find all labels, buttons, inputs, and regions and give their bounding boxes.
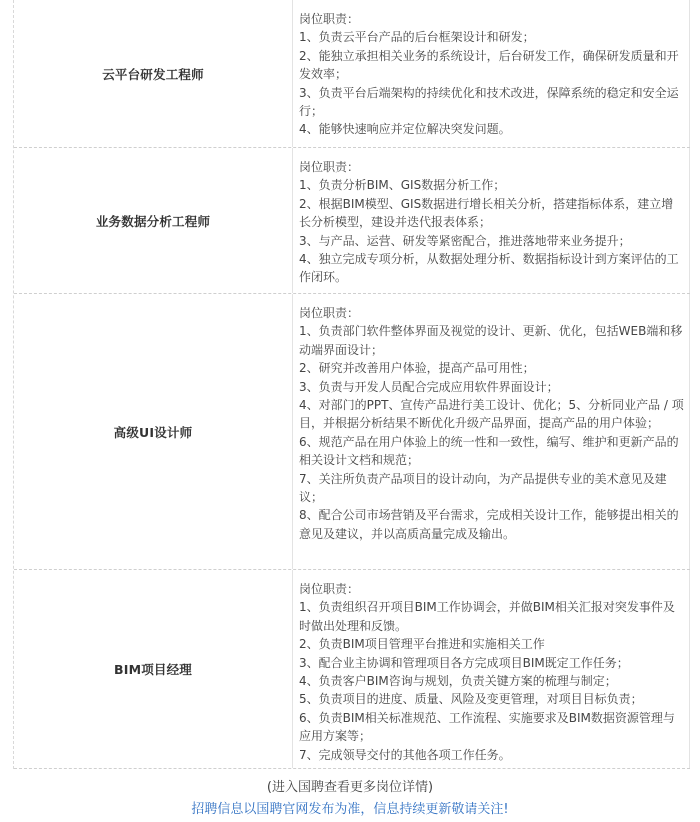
description-heading: 岗位职责：	[299, 582, 360, 596]
description-line: 4、独立完成专项分析，从数据处理分析、数据指标设计到方案评估的工作闭环。	[299, 252, 679, 285]
job-title-cell	[14, 148, 292, 293]
job-title-cell	[14, 294, 292, 569]
description-line: 2、能独立承担相关业务的系统设计，后台研发工作，确保研发质量和开发效率；	[299, 48, 679, 82]
more-details-link[interactable]: (进入国聘查看更多岗位详情)	[266, 780, 434, 795]
job-row	[14, 294, 690, 570]
description-line: 4、对部门的PPT、宣传产品进行美工设计、优化；5、分析同业产品 / 项目，并根据分析结果不断优化升级产品界面，提高产品的用户体验；	[299, 398, 684, 431]
job-row	[14, 570, 690, 769]
job-description	[292, 570, 690, 768]
description-line: 6、负责BIM相关标准规范、工作流程、实施要求及BIM数据资源管理与应用方案等；	[299, 710, 675, 744]
description-line: 4、负责客户BIM咨询与规划，负责关键方案的梳理与制定；	[299, 674, 617, 689]
job-title: 业务数据分析工程师	[95, 213, 211, 229]
description-heading: 岗位职责：	[299, 306, 360, 320]
description-line: 3、配合业主协调和管理项目各方完成项目BIM既定工作任务；	[299, 655, 629, 670]
description-line: 3、负责与开发人员配合完成应用软件界面设计；	[299, 379, 559, 394]
description-line: 2、根据BIM模型、GIS数据进行增长相关分析，搭建指标体系，建立增长分析模型，建设并迭代报表体系；	[299, 196, 674, 230]
job-title: BIM项目经理	[113, 662, 193, 677]
description-line: 4、能够快速响应并定位解决突发问题。	[299, 122, 511, 137]
description-line: 3、与产品、运营、研发等紧密配合，推进落地带来业务提升；	[299, 233, 631, 248]
job-description	[292, 148, 690, 293]
job-table	[13, 0, 690, 769]
description-line: 1、负责云平台产品的后台框架设计和研发；	[299, 30, 535, 45]
description-line: 3、负责平台后端架构的持续优化和技术改进，保障系统的稳定和安全运行；	[299, 85, 679, 119]
job-row	[14, 148, 690, 294]
description-heading: 岗位职责：	[299, 160, 360, 174]
description-line: 1、负责分析BIM、GIS数据分析工作；	[299, 178, 506, 193]
description-line: 7、完成领导交付的其他各项工作任务。	[299, 747, 511, 762]
description-line: 5、负责项目的进度、质量、风险及变更管理，对项目目标负责；	[299, 692, 643, 707]
job-title: 高级UI设计师	[113, 424, 193, 440]
job-title: 云平台研发工程师	[102, 66, 204, 82]
description-line: 2、负责BIM项目管理平台推进和实施相关工作	[299, 637, 545, 652]
description-line: 1、负责部门软件整体界面及视觉的设计、更新、优化，包括WEB端和移动端界面设计；	[299, 324, 683, 357]
job-description	[292, 294, 690, 569]
description-line: 7、关注所负责产品项目的设计动向，为产品提供专业的美术意见及建议；	[299, 471, 667, 505]
description-line: 6、规范产品在用户体验上的统一性和一致性，编写、维护和更新产品的相关设计文档和规范；	[299, 434, 679, 468]
job-row	[14, 0, 690, 148]
job-title-cell	[14, 570, 292, 768]
description-line: 2、研究并改善用户体验，提高产品可用性；	[299, 361, 535, 376]
job-title-cell	[14, 0, 292, 147]
job-description	[292, 0, 690, 147]
description-line: 8、配合公司市场营销及平台需求，完成相关设计工作，能够提出相关的意见及建议，并以高质高量完成及输出。	[299, 508, 679, 541]
description-line: 1、负责组织召开项目BIM工作协调会，并做BIM相关汇报对突发事件及时做出处理和反馈。	[299, 600, 675, 633]
update-notice: 招聘信息以国聘官网发布为准，信息持续更新敬请关注!	[191, 802, 509, 817]
description-heading: 岗位职责：	[299, 12, 360, 26]
